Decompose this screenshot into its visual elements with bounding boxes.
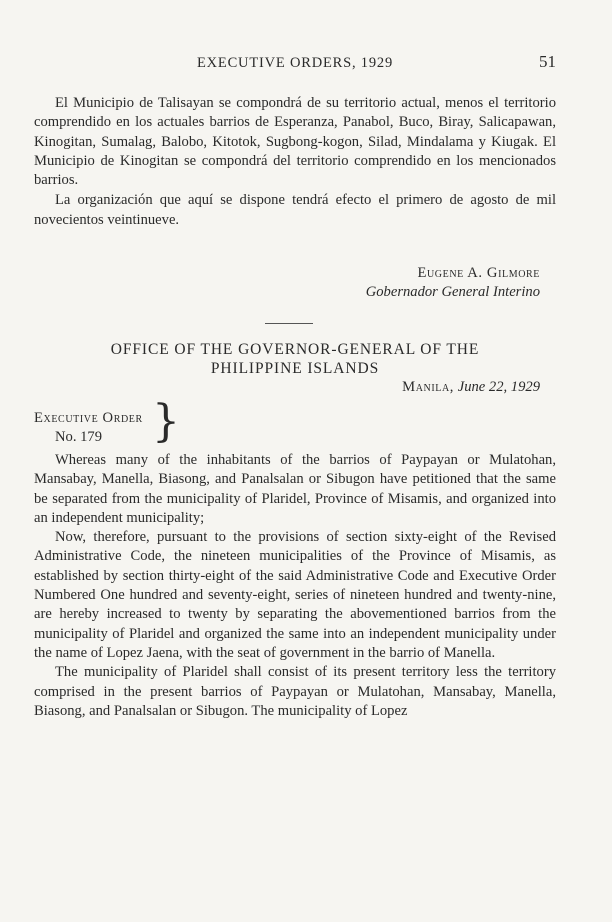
office-heading <box>34 340 556 378</box>
signatory-title: Gobernador General Interino <box>365 284 540 301</box>
english-paragraph-1: Whereas many of the inhabitants of the barrios of Paypayan or Mulatohan, Mansabay, Manella, Biasong, and Panalsalan or Sibugon have petitioned that the same be separated from the municipality of Plaridel, Province of Misamis, and organized into an independent municipality; <box>34 452 556 526</box>
order-number: No. 179 <box>55 429 103 445</box>
section-divider <box>265 323 313 324</box>
spanish-paragraph-1: El Municipio de Talisayan se compondrá de su territorio actual, menos el territorio comprendido en los actuales barrios de Esperanza, Panabol, Buco, Biray, Salicapawan, Kinogitan, Sumalag, Balobo, Kitotok, Sugbong-kogon, Silad, Mindalama y Kiugak. El Municipio de Kinogitan se compondrá del territorio comprendido en los mencionados barrios. <box>34 95 556 189</box>
spanish-text-block <box>34 94 556 230</box>
english-paragraph-3: The municipality of Plaridel shall consist of its present territory less the territory comprised in the present barrios of Paypayan or Mulatohan, Mansabay, Manella, Biasong, and Panalsalan or Sibugon. The municipality of Lopez <box>34 664 556 719</box>
executive-order-label <box>34 409 143 447</box>
english-text-block <box>34 451 556 721</box>
signature-block <box>366 264 540 303</box>
signatory-name: Eugene A. Gilmore <box>417 265 540 281</box>
dateline <box>402 379 540 396</box>
brace-icon: } <box>152 396 180 447</box>
spanish-paragraph-2: La organización que aquí se dispone tendrá efecto el primero de agosto de mil novecientos veintinueve. <box>34 192 556 228</box>
running-title: EXECUTIVE ORDERS, 1929 <box>196 55 394 71</box>
dateline-date: June 22, 1929 <box>457 379 540 395</box>
office-heading-line-1: OFFICE OF THE GOVERNOR-GENERAL OF THE <box>110 341 480 358</box>
english-paragraph-2: Now, therefore, pursuant to the provisions of section sixty-eight of the Revised Administrative Code, the nineteen municipalities of the Province of Misamis, as established by section thirty-eight of the said Administrative Code and Executive Order Numbered One hundred and seventy-eight, series of nineteen hundred and twenty-nine, are hereby increased to twenty by separating the abovementioned barrios from the municipality of Plaridel and organized the same into an independent municipality under the name of Lopez Jaena, with the seat of government in the barrio of Manella. <box>34 529 556 661</box>
page-number: 51 <box>539 52 556 71</box>
office-heading-line-2: PHILIPPINE ISLANDS <box>210 360 380 377</box>
dateline-city: Manila, <box>402 379 455 395</box>
page-header <box>34 52 556 74</box>
document-page <box>34 0 556 922</box>
order-title: Executive Order <box>34 410 143 426</box>
